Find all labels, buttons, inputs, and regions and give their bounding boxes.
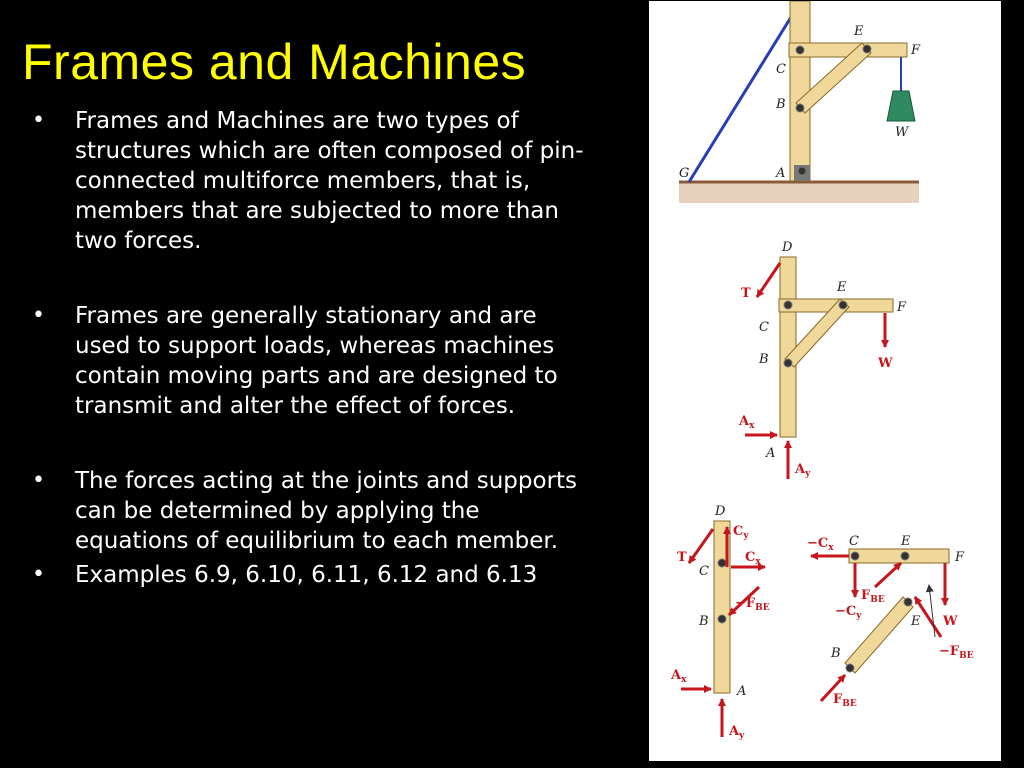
label-b: B <box>759 352 769 367</box>
member-ad-fbd <box>670 504 770 741</box>
pin-a <box>798 167 806 175</box>
pin-c <box>784 301 792 309</box>
member-cef <box>849 549 949 563</box>
pin-e <box>901 552 909 560</box>
label-force-ax: $A_x$ <box>739 414 755 431</box>
assembled-frame <box>679 1 921 203</box>
member-ad <box>790 1 810 181</box>
label-b: B <box>776 97 786 112</box>
bullet-list <box>28 106 588 590</box>
frame-fbd <box>738 240 907 479</box>
label-force-neg-cx: $-C_x$ <box>807 536 834 553</box>
label-force-t: T <box>677 550 687 565</box>
member-ad <box>780 257 796 437</box>
label-b: B <box>699 614 709 629</box>
pin-c <box>851 552 859 560</box>
bullet-text: The forces acting at the joints and supports can be determined by applying the equations of equilibrium to each member. <box>75 468 578 554</box>
pin-b <box>846 664 854 672</box>
bullet-text: Frames are generally stationary and are used to support loads, whereas machines contain moving parts and are designed to transmit and alter the effect of forces. <box>75 303 558 419</box>
bullet-item <box>28 106 588 256</box>
bullet-dot: • <box>32 468 45 493</box>
label-force-ay: $A_y$ <box>795 462 811 479</box>
members-cef-be-fbd <box>807 534 974 709</box>
leader-neg-fbe <box>929 585 935 637</box>
label-a: A <box>776 166 786 181</box>
label-force-w: W <box>943 614 958 629</box>
label-a: A <box>766 446 776 461</box>
force-t <box>757 263 780 297</box>
label-f: F <box>955 550 965 565</box>
label-e: E <box>854 24 864 39</box>
label-force-ax: $A_x$ <box>671 668 687 685</box>
label-d: D <box>715 504 726 519</box>
label-c: C <box>849 534 859 549</box>
frame-diagram <box>649 1 1001 761</box>
bullet-item <box>28 466 588 556</box>
pin-e <box>863 45 871 53</box>
pin-c <box>796 46 804 54</box>
label-force-fbe-at-b: $F_{BE}$ <box>833 692 857 709</box>
label-b: B <box>831 646 841 661</box>
label-g: G <box>679 166 690 181</box>
label-c: C <box>776 62 786 77</box>
pin-b <box>718 615 726 623</box>
label-force-w: W <box>878 356 893 371</box>
label-force-neg-cy: $-C_y$ <box>835 604 862 621</box>
cable-gd <box>689 1 801 182</box>
label-force-neg-fbe: $-F_{BE}$ <box>735 596 770 613</box>
member-cef <box>789 43 907 57</box>
pin-c <box>718 559 726 567</box>
label-c: C <box>699 564 709 579</box>
bullet-dot: • <box>32 108 45 133</box>
ground <box>679 181 919 203</box>
bullet-dot: • <box>32 562 45 587</box>
label-e2: E <box>911 614 921 629</box>
bullet-text: Examples 6.9, 6.10, 6.11, 6.12 and 6.13 <box>75 562 538 588</box>
bullet-item <box>28 560 588 590</box>
label-d: D <box>782 240 793 255</box>
label-f: F <box>897 300 907 315</box>
label-force-ay: $A_y$ <box>729 724 745 741</box>
label-f: F <box>911 43 921 58</box>
pin-e <box>904 598 912 606</box>
pin-b <box>796 104 804 112</box>
label-force-cx: $C_x$ <box>745 550 761 567</box>
label-e: E <box>837 280 847 295</box>
bullet-text: Frames and Machines are two types of structures which are often composed of pin-connected multiforce members, that is, members that are subjected to more than two forces. <box>75 108 584 254</box>
label-c: C <box>759 320 769 335</box>
bullet-dot: • <box>32 303 45 328</box>
pin-e <box>839 301 847 309</box>
frame-diagram-panel <box>649 1 1001 761</box>
label-force-cy: $C_y$ <box>733 524 749 541</box>
label-force-fbe: $F_{BE}$ <box>861 588 885 605</box>
label-force-neg-fbe: $-F_{BE}$ <box>939 644 974 661</box>
pin-b <box>784 359 792 367</box>
weight-w <box>887 91 915 121</box>
label-a: A <box>737 684 747 699</box>
bullet-item <box>28 301 588 421</box>
label-w: W <box>895 125 909 140</box>
force-fbe <box>875 563 901 587</box>
force-t <box>689 529 713 563</box>
slide-title: Frames and Machines <box>22 34 527 90</box>
label-force-t: T <box>741 286 751 301</box>
label-e: E <box>901 534 911 549</box>
